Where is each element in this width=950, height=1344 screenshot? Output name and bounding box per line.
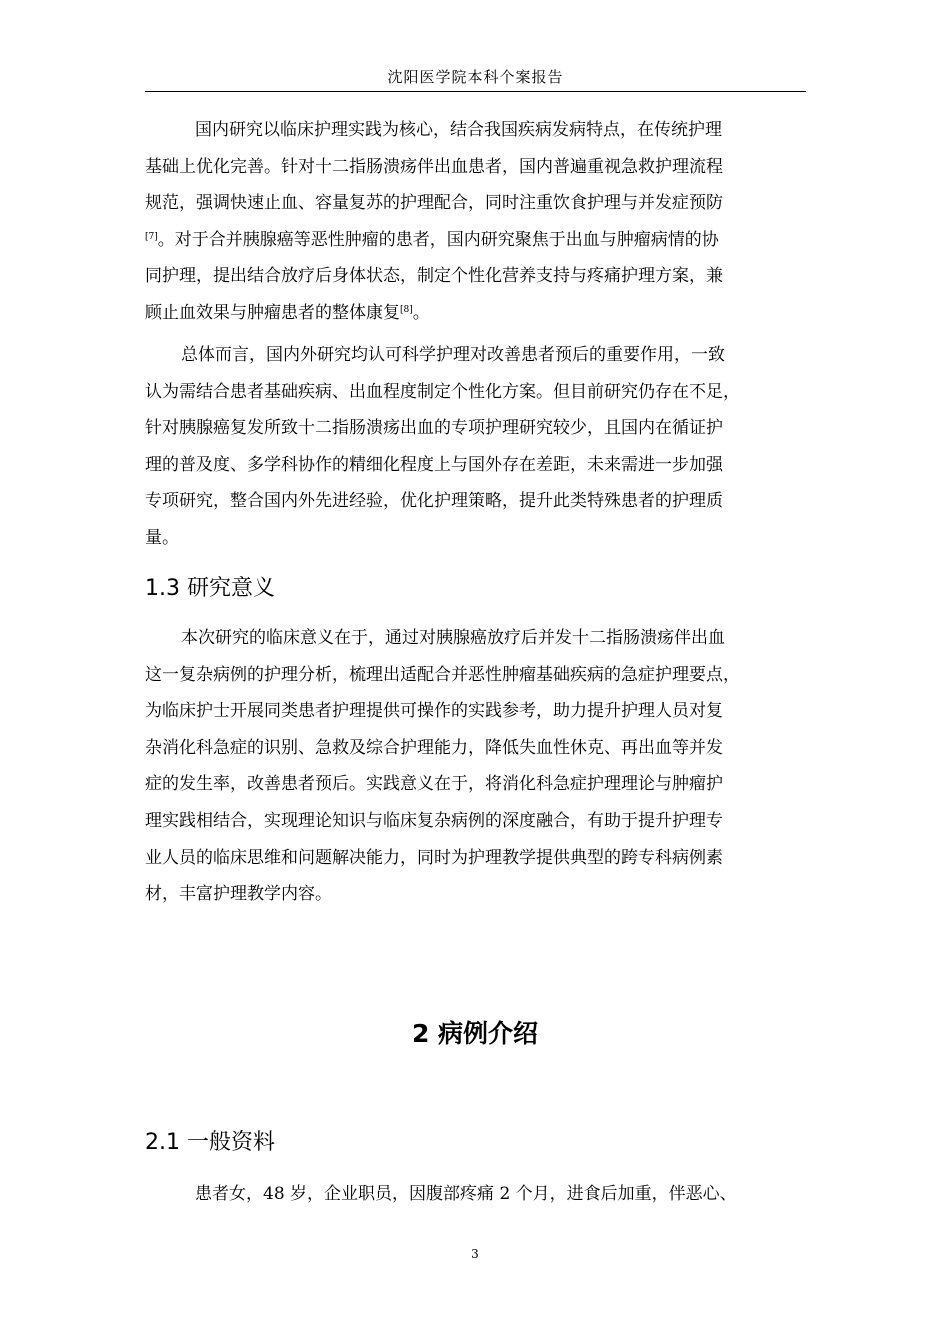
text-line: 为临床护士开展同类患者护理提供可操作的实践参考，助力提升护理人员对复 [145, 701, 723, 722]
paragraph-summary [145, 337, 817, 557]
text-line: 规范，强调快速止血、容量复苏的护理配合，同时注重饮食护理与并发症预防 [145, 193, 723, 214]
section-heading-2-1: 2.1 一般资料 [145, 1130, 275, 1155]
text-line: 同护理，提出结合放疗后身体状态，制定个性化营养支持与疼痛护理方案，兼 [145, 266, 723, 287]
text-run: 顾止血效果与肿瘤患者的整体康复 [145, 302, 400, 323]
text-run: 。 [412, 302, 430, 323]
text-run: 。对于合并胰腺癌等恶性肿瘤的患者，国内研究聚焦于出血与肿瘤病情的协 [157, 229, 719, 250]
text-line: 基础上优化完善。针对十二指肠溃疡伴出血患者，国内普遍重视急救护理流程 [145, 156, 723, 177]
text-line: 症的发生率，改善患者预后。实践意义在于，将消化科急症护理理论与肿瘤护 [145, 774, 723, 795]
text-line: 本次研究的临床意义在于，通过对胰腺癌放疗后并发十二指肠溃疡伴出血 [181, 628, 725, 648]
text-line: 业人员的临床思维和问题解决能力，同时为护理教学提供典型的跨专科病例素 [145, 847, 723, 868]
text-line: 总体而言，国内外研究均认可科学护理对改善患者预后的重要作用，一致 [181, 345, 725, 365]
page-number: 3 [471, 1247, 479, 1261]
text-line: 国内研究以临床护理实践为核心，结合我国疾病发病特点，在传统护理 [195, 120, 722, 140]
citation-ref: [8] [400, 304, 413, 315]
text-line: 这一复杂病例的护理分析，梳理出适配合并恶性肿瘤基础疾病的急症护理要点， [145, 664, 740, 685]
text-line: 材，丰富护理教学内容。 [145, 884, 332, 905]
text-line [145, 295, 817, 332]
text-line: 认为需结合患者基础疾病、出血程度制定个性化方案。但目前研究仍存在不足， [145, 381, 740, 402]
text-line: 患者女，48 岁，企业职员，因腹部疼痛 2 个月，进食后加重，伴恶心、 [195, 1184, 737, 1204]
text-line [145, 222, 817, 259]
paragraph-research-significance [145, 620, 817, 913]
text-line: 理实践相结合，实现理论知识与临床复杂病例的深度融合，有助于提升护理专 [145, 810, 723, 831]
paragraph-domestic-research [145, 112, 817, 332]
text-line: 理的普及度、多学科协作的精细化程度上与国外存在差距，未来需进一步加强 [145, 454, 723, 475]
running-header: 沈阳医学院本科个案报告 [387, 68, 564, 86]
paragraph-general-info [145, 1176, 817, 1213]
text-line: 量。 [145, 527, 179, 548]
citation-ref: [7] [145, 231, 158, 242]
text-line: 专项研究，整合国内外先进经验，优化护理策略，提升此类特殊患者的护理质 [145, 491, 723, 512]
header-divider [145, 91, 806, 92]
chapter-heading-2: 2 病例介绍 [411, 1019, 539, 1048]
text-line: 杂消化科急症的识别、急救及综合护理能力，降低失血性休克、再出血等并发 [145, 737, 723, 758]
section-heading-1-3: 1.3 研究意义 [145, 576, 275, 601]
text-line: 针对胰腺癌复发所致十二指肠溃疡出血的专项护理研究较少，且国内在循证护 [145, 418, 723, 439]
